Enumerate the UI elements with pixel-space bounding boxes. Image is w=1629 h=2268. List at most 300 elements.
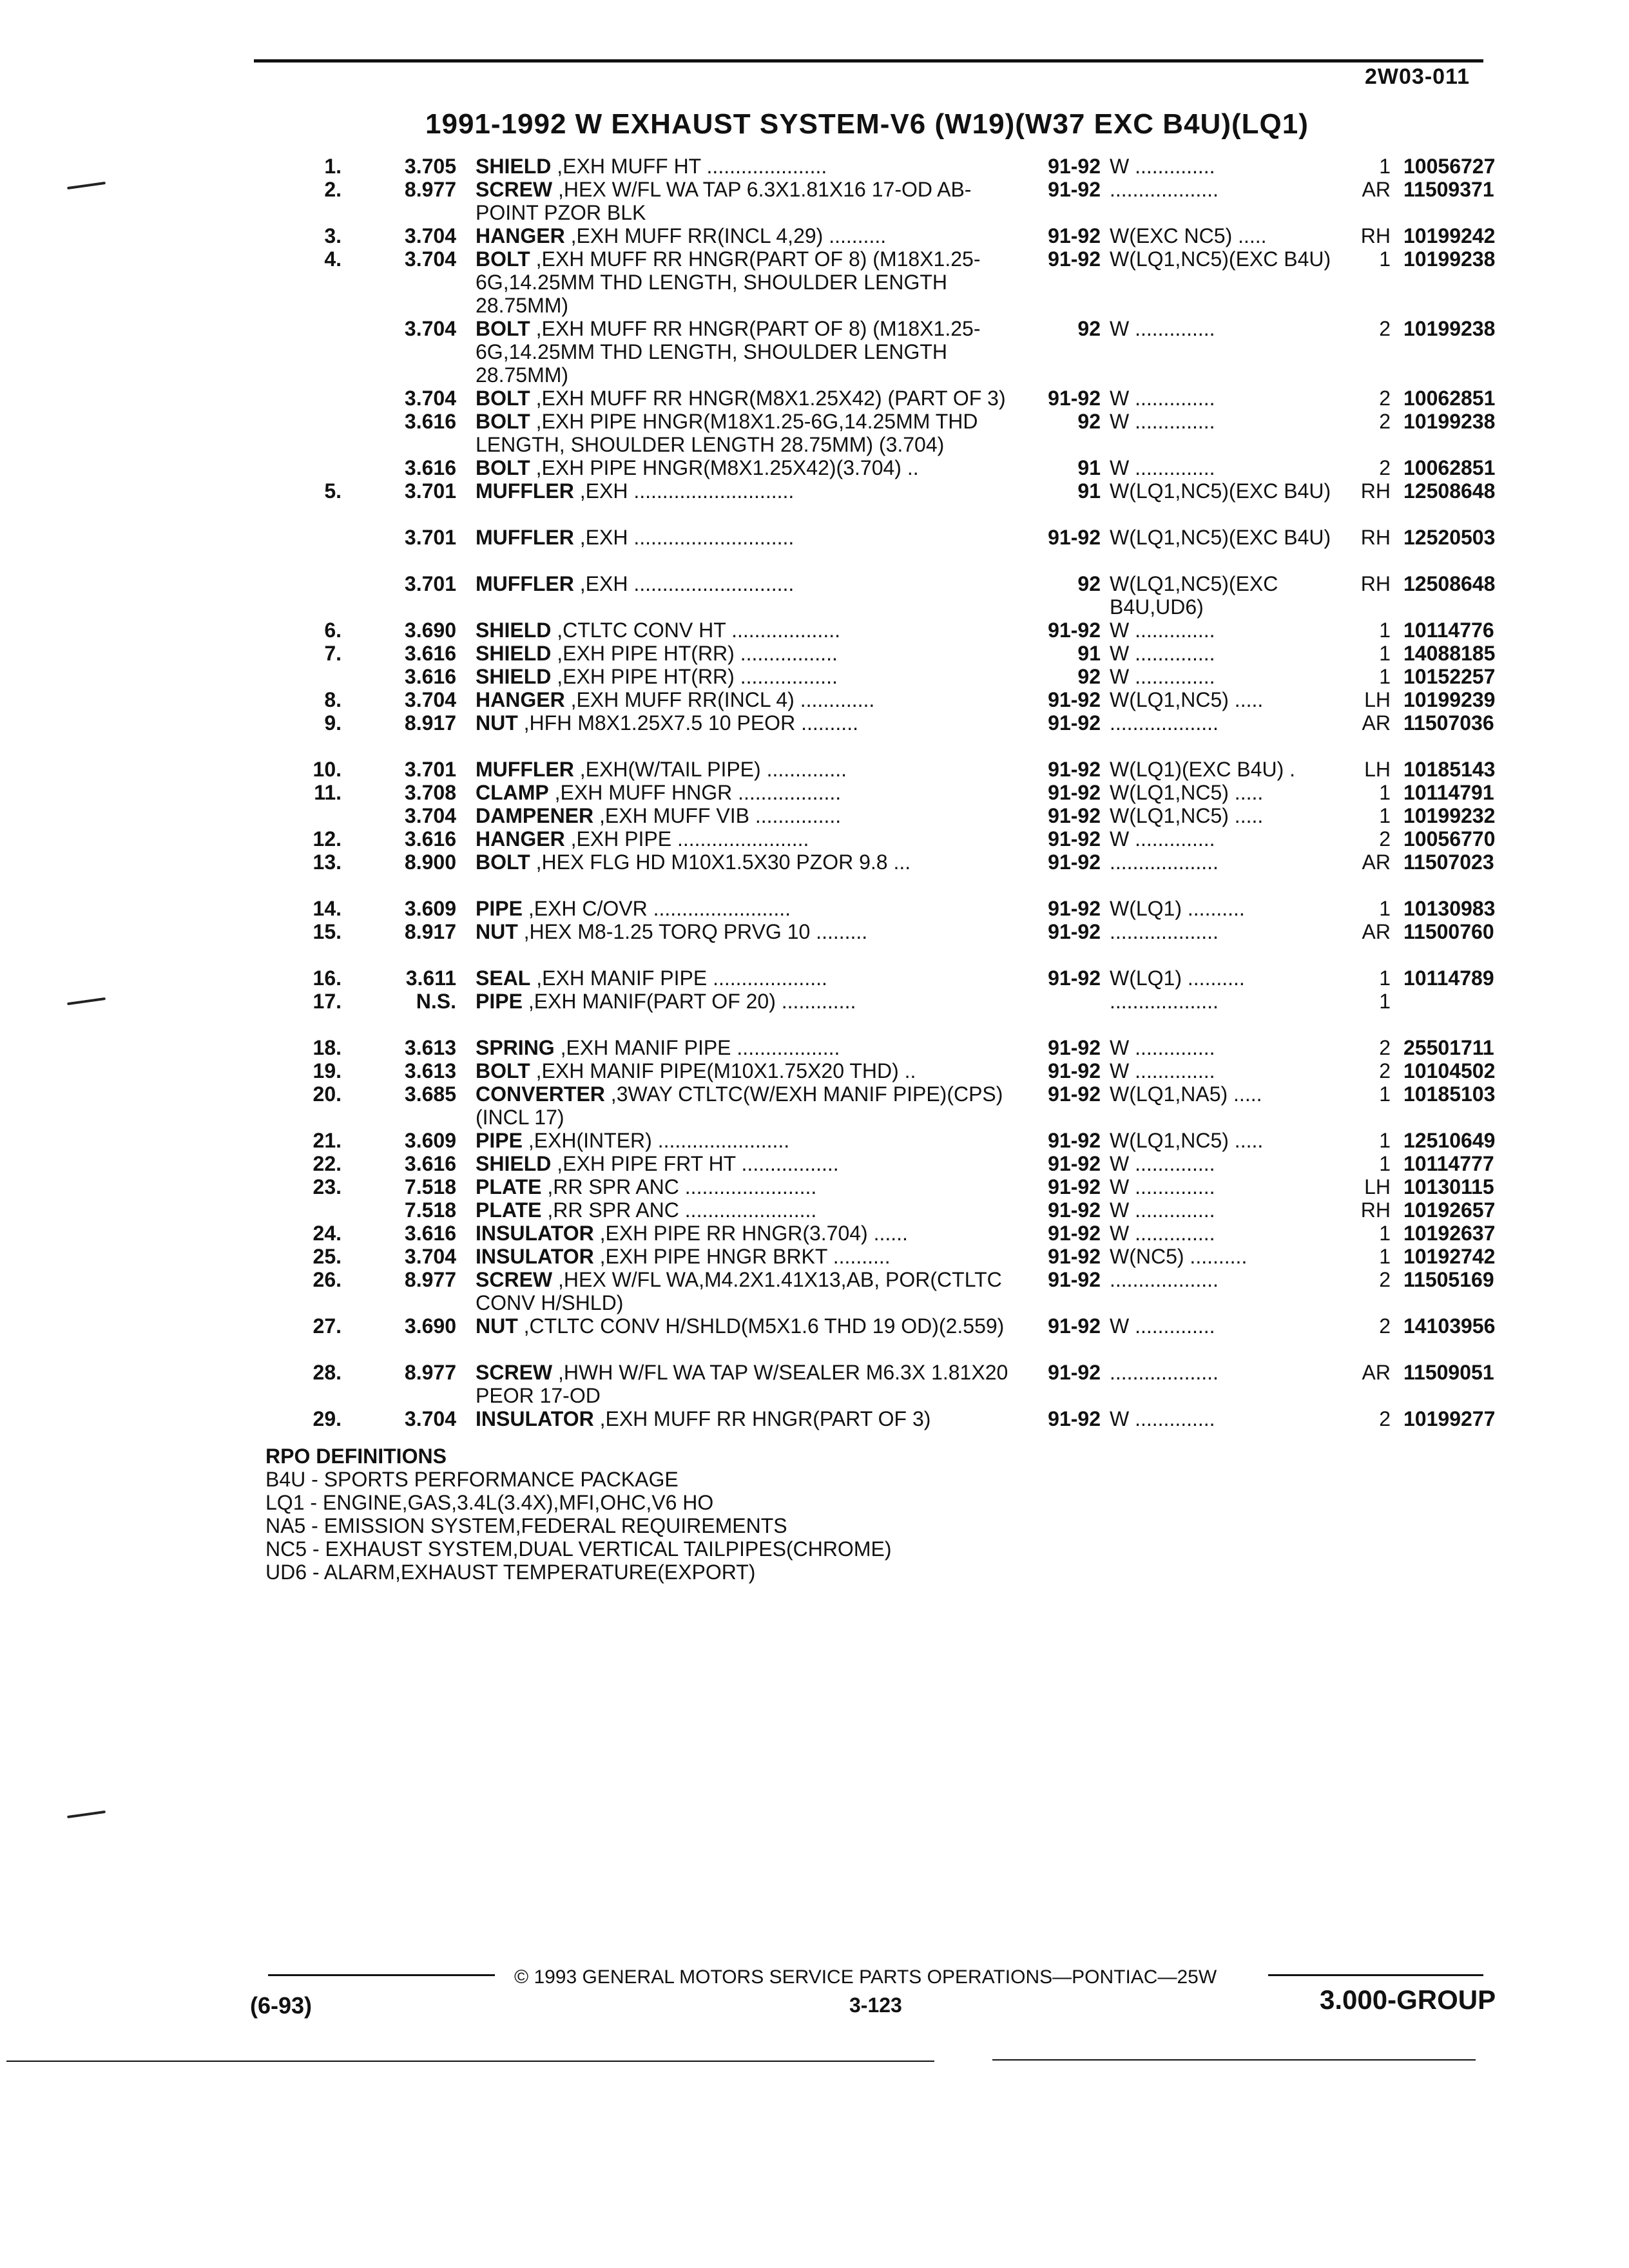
part-description bbox=[476, 572, 1010, 595]
part-detail: ,EXH MUFF HT ..................... bbox=[557, 155, 827, 178]
quantity: 2 bbox=[1379, 827, 1391, 850]
group-number: 3.704 bbox=[404, 804, 456, 827]
usage-code: ................... bbox=[1110, 920, 1219, 943]
table-row bbox=[284, 1268, 1521, 1314]
footer-rule-left bbox=[268, 1974, 495, 1976]
usage-code: W(LQ1,NC5)(EXC B4U) bbox=[1110, 526, 1331, 549]
quantity: LH bbox=[1364, 1175, 1391, 1198]
part-description bbox=[476, 1314, 1010, 1338]
table-row bbox=[284, 920, 1521, 966]
usage-code: W .............. bbox=[1110, 1407, 1215, 1430]
part-detail: ,EXH C/OVR ........................ bbox=[528, 897, 791, 920]
quantity: 1 bbox=[1379, 897, 1391, 920]
part-description bbox=[476, 1407, 1010, 1430]
model-years: 91-92 bbox=[1048, 387, 1101, 410]
table-row bbox=[284, 456, 1521, 479]
part-number: 11507036 bbox=[1403, 711, 1494, 735]
figure-number: 14. bbox=[313, 897, 342, 920]
part-name: MUFFLER bbox=[476, 758, 574, 781]
group-number: 3.685 bbox=[404, 1082, 456, 1106]
table-row bbox=[284, 178, 1521, 224]
table-row bbox=[284, 966, 1521, 990]
part-number: 10056770 bbox=[1403, 827, 1496, 850]
quantity: 2 bbox=[1379, 1059, 1391, 1082]
table-row bbox=[284, 1036, 1521, 1059]
model-years: 91-92 bbox=[1048, 1407, 1101, 1430]
figure-number: 10. bbox=[313, 758, 342, 781]
model-years: 91-92 bbox=[1048, 920, 1101, 943]
usage-code: W(LQ1,NC5) ..... bbox=[1110, 688, 1264, 711]
quantity: 1 bbox=[1379, 1152, 1391, 1175]
group-number: 8.917 bbox=[404, 920, 456, 943]
part-description bbox=[476, 456, 1010, 479]
group-number: 3.690 bbox=[404, 1314, 456, 1338]
usage-code: W .............. bbox=[1110, 642, 1215, 665]
group-number: 3.701 bbox=[404, 526, 456, 549]
part-number: 11509371 bbox=[1403, 178, 1494, 201]
group-number: N.S. bbox=[416, 990, 456, 1013]
copyright-notice: © 1993 GENERAL MOTORS SERVICE PARTS OPERATIONS—PONTIAC—25W bbox=[514, 1966, 1217, 1988]
part-detail: ,EXH MUFF RR HNGR(PART OF 8) (M18X1.25-6G,14.25MM THD LENGTH, SHOULDER LENGTH 28.75MM) bbox=[476, 317, 981, 387]
part-description bbox=[476, 1268, 1010, 1314]
bottom-rule-right bbox=[992, 2059, 1476, 2061]
footer-rule-right bbox=[1268, 1974, 1483, 1976]
bottom-rule-left bbox=[6, 2061, 934, 2062]
usage-code: W(LQ1,NC5) ..... bbox=[1110, 1129, 1264, 1152]
part-detail: ,EXH MUFF RR HNGR(PART OF 3) bbox=[599, 1407, 931, 1430]
quantity: RH bbox=[1360, 224, 1391, 247]
usage-code: W .............. bbox=[1110, 1152, 1215, 1175]
part-detail: ,CTLTC CONV HT ................... bbox=[557, 619, 840, 642]
part-detail: ,HEX W/FL WA TAP 6.3X1.81X16 17-OD AB-POINT PZOR BLK bbox=[476, 178, 972, 224]
part-name: NUT bbox=[476, 711, 518, 735]
part-detail: ,EXH MUFF RR(INCL 4) ............. bbox=[570, 688, 875, 711]
part-name: NUT bbox=[476, 920, 518, 943]
part-number: 10199239 bbox=[1403, 688, 1496, 711]
part-name: PLATE bbox=[476, 1198, 542, 1222]
part-number: 10114776 bbox=[1403, 619, 1494, 642]
part-number: 11505169 bbox=[1403, 1268, 1494, 1291]
model-years: 92 bbox=[1077, 665, 1101, 688]
usage-code: W .............. bbox=[1110, 665, 1215, 688]
model-years: 91 bbox=[1077, 456, 1101, 479]
part-name: MUFFLER bbox=[476, 526, 574, 549]
rpo-item: B4U - SPORTS PERFORMANCE PACKAGE bbox=[265, 1468, 679, 1491]
part-description bbox=[476, 1129, 1010, 1152]
part-number: 10192657 bbox=[1403, 1198, 1496, 1222]
part-description bbox=[476, 850, 1010, 874]
group-number: 3.704 bbox=[404, 1407, 456, 1430]
quantity: LH bbox=[1364, 688, 1391, 711]
figure-number: 23. bbox=[313, 1175, 342, 1198]
figure-number: 16. bbox=[313, 966, 342, 990]
group-number: 3.704 bbox=[404, 224, 456, 247]
part-name: PLATE bbox=[476, 1175, 542, 1198]
part-detail: ,EXH MANIF(PART OF 20) ............. bbox=[528, 990, 856, 1013]
part-number: 10104502 bbox=[1403, 1059, 1496, 1082]
usage-code: W(NC5) .......... bbox=[1110, 1245, 1248, 1268]
part-description bbox=[476, 897, 1010, 920]
quantity: RH bbox=[1360, 572, 1391, 595]
figure-number: 2. bbox=[324, 178, 342, 201]
quantity: 2 bbox=[1379, 1268, 1391, 1291]
model-years: 91-92 bbox=[1048, 1314, 1101, 1338]
table-row bbox=[284, 1082, 1521, 1129]
table-row bbox=[284, 1245, 1521, 1268]
quantity: RH bbox=[1360, 479, 1391, 503]
model-years: 91-92 bbox=[1048, 1129, 1101, 1152]
part-number: 10114791 bbox=[1403, 781, 1494, 804]
group-number: 3.704 bbox=[404, 387, 456, 410]
quantity: 1 bbox=[1379, 642, 1391, 665]
group-number: 8.977 bbox=[404, 1268, 456, 1291]
part-detail: ,EXH MUFF RR HNGR(M8X1.25X42) (PART OF 3) bbox=[535, 387, 1006, 410]
group-number: 3.613 bbox=[404, 1036, 456, 1059]
part-number: 10199238 bbox=[1403, 247, 1496, 271]
quantity: 1 bbox=[1379, 1222, 1391, 1245]
part-number: 10062851 bbox=[1403, 387, 1496, 410]
model-years: 91-92 bbox=[1048, 1152, 1101, 1175]
part-name: BOLT bbox=[476, 317, 530, 340]
binder-hole-mark bbox=[67, 997, 106, 1005]
part-name: NUT bbox=[476, 1314, 518, 1338]
model-years: 91-92 bbox=[1048, 711, 1101, 735]
part-detail: ,EXH PIPE HT(RR) ................. bbox=[557, 665, 838, 688]
figure-number: 22. bbox=[313, 1152, 342, 1175]
group-number: 3.616 bbox=[404, 456, 456, 479]
model-years: 91-92 bbox=[1048, 688, 1101, 711]
figure-number: 11. bbox=[314, 781, 342, 804]
model-years: 92 bbox=[1077, 572, 1101, 595]
part-description bbox=[476, 410, 1010, 456]
model-years: 91-92 bbox=[1048, 966, 1101, 990]
rpo-definitions bbox=[265, 1445, 891, 1584]
part-detail: ,EXH ............................ bbox=[579, 572, 795, 595]
figure-number: 1. bbox=[324, 155, 342, 178]
part-name: SHIELD bbox=[476, 665, 552, 688]
group-number: 3.708 bbox=[404, 781, 456, 804]
usage-code: W .............. bbox=[1110, 1059, 1215, 1082]
part-detail: ,EXH MANIF PIPE .................... bbox=[536, 966, 827, 990]
part-detail: ,HEX FLG HD M10X1.5X30 PZOR 9.8 ... bbox=[535, 850, 911, 874]
part-description bbox=[476, 1245, 1010, 1268]
table-row bbox=[284, 827, 1521, 850]
part-description bbox=[476, 1361, 1010, 1407]
group-number: 3.704 bbox=[404, 1245, 456, 1268]
quantity: AR bbox=[1362, 920, 1391, 943]
table-row bbox=[284, 804, 1521, 827]
part-number: 10130983 bbox=[1403, 897, 1496, 920]
table-row bbox=[284, 1361, 1521, 1407]
model-years: 91-92 bbox=[1048, 1175, 1101, 1198]
part-number: 12508648 bbox=[1403, 572, 1496, 595]
usage-code: ................... bbox=[1110, 1361, 1219, 1384]
figure-number: 27. bbox=[313, 1314, 342, 1338]
table-row bbox=[284, 1314, 1521, 1361]
group-number: 3.616 bbox=[404, 665, 456, 688]
part-name: SHIELD bbox=[476, 1152, 552, 1175]
quantity: 1 bbox=[1379, 966, 1391, 990]
figure-number: 19. bbox=[313, 1059, 342, 1082]
quantity: 1 bbox=[1379, 155, 1391, 178]
model-years: 91-92 bbox=[1048, 1059, 1101, 1082]
model-years: 91-92 bbox=[1048, 781, 1101, 804]
part-name: MUFFLER bbox=[476, 572, 574, 595]
group-number: 8.917 bbox=[404, 711, 456, 735]
part-name: SCREW bbox=[476, 178, 553, 201]
quantity: 1 bbox=[1379, 804, 1391, 827]
part-number: 10152257 bbox=[1403, 665, 1496, 688]
model-years: 91-92 bbox=[1048, 178, 1101, 201]
quantity: 1 bbox=[1379, 1245, 1391, 1268]
quantity: AR bbox=[1362, 850, 1391, 874]
model-years: 91-92 bbox=[1048, 827, 1101, 850]
part-number: 10130115 bbox=[1403, 1175, 1494, 1198]
quantity: LH bbox=[1364, 758, 1391, 781]
part-name: BOLT bbox=[476, 850, 530, 874]
part-detail: ,EXH MUFF VIB ............... bbox=[599, 804, 842, 827]
part-description bbox=[476, 247, 1010, 317]
part-name: HANGER bbox=[476, 827, 565, 850]
table-row bbox=[284, 224, 1521, 247]
rpo-heading: RPO DEFINITIONS bbox=[265, 1445, 447, 1468]
part-name: PIPE bbox=[476, 897, 523, 920]
group-number: 3.704 bbox=[404, 317, 456, 340]
part-name: INSULATOR bbox=[476, 1407, 594, 1430]
model-years: 91-92 bbox=[1048, 224, 1101, 247]
table-row bbox=[284, 619, 1521, 642]
table-row bbox=[284, 387, 1521, 410]
model-years: 91-92 bbox=[1048, 1082, 1101, 1106]
part-number: 25501711 bbox=[1403, 1036, 1494, 1059]
figure-number: 9. bbox=[324, 711, 342, 735]
usage-code: W .............. bbox=[1110, 827, 1215, 850]
figure-number: 8. bbox=[324, 688, 342, 711]
quantity: 2 bbox=[1379, 410, 1391, 433]
model-years: 91-92 bbox=[1048, 526, 1101, 549]
binder-hole-mark bbox=[67, 1811, 106, 1818]
group-number: 8.977 bbox=[404, 1361, 456, 1384]
rpo-item: LQ1 - ENGINE,GAS,3.4L(3.4X),MFI,OHC,V6 HO bbox=[265, 1491, 714, 1514]
part-name: PIPE bbox=[476, 1129, 523, 1152]
usage-code: W .............. bbox=[1110, 1314, 1215, 1338]
part-name: BOLT bbox=[476, 410, 530, 433]
usage-code: W .............. bbox=[1110, 410, 1215, 433]
quantity: 2 bbox=[1379, 456, 1391, 479]
quantity: RH bbox=[1360, 526, 1391, 549]
usage-code: ................... bbox=[1110, 711, 1219, 735]
part-number: 10114777 bbox=[1403, 1152, 1494, 1175]
group-number: 3.705 bbox=[404, 155, 456, 178]
part-description bbox=[476, 920, 1010, 943]
revision-date: (6-93) bbox=[250, 1992, 313, 2019]
usage-code: W(LQ1,NC5) ..... bbox=[1110, 804, 1264, 827]
quantity: 2 bbox=[1379, 1407, 1391, 1430]
part-name: BOLT bbox=[476, 1059, 530, 1082]
model-years: 91 bbox=[1077, 642, 1101, 665]
group-number: 3.701 bbox=[404, 758, 456, 781]
model-years: 91-92 bbox=[1048, 247, 1101, 271]
part-detail: ,HWH W/FL WA TAP W/SEALER M6.3X 1.81X20 PEOR 17-OD bbox=[476, 1361, 1008, 1407]
usage-code: W .............. bbox=[1110, 1222, 1215, 1245]
usage-code: W(LQ1,NC5)(EXC B4U) bbox=[1110, 479, 1331, 503]
part-name: SEAL bbox=[476, 966, 531, 990]
usage-code: W(LQ1,NC5)(EXC B4U,UD6) bbox=[1110, 572, 1278, 619]
part-number: 10114789 bbox=[1403, 966, 1494, 990]
part-detail: ,HFH M8X1.25X7.5 10 PEOR .......... bbox=[523, 711, 858, 735]
table-row bbox=[284, 526, 1521, 572]
part-number: 11500760 bbox=[1403, 920, 1494, 943]
part-detail: ,HEX W/FL WA,M4.2X1.41X13,AB, POR(CTLTC CONV H/SHLD) bbox=[476, 1268, 1002, 1314]
group-number: 3.616 bbox=[404, 1152, 456, 1175]
model-years: 91-92 bbox=[1048, 619, 1101, 642]
part-description bbox=[476, 1082, 1010, 1129]
usage-code: W(LQ1,NC5) ..... bbox=[1110, 781, 1264, 804]
part-number: 11509051 bbox=[1403, 1361, 1494, 1384]
part-description bbox=[476, 479, 1010, 503]
model-years: 91-92 bbox=[1048, 897, 1101, 920]
quantity: 2 bbox=[1379, 1314, 1391, 1338]
top-rule bbox=[254, 59, 1483, 62]
group-number: 3.613 bbox=[404, 1059, 456, 1082]
usage-code: W(LQ1,NA5) ..... bbox=[1110, 1082, 1262, 1106]
quantity: 2 bbox=[1379, 1036, 1391, 1059]
usage-code: W .............. bbox=[1110, 155, 1215, 178]
table-row bbox=[284, 155, 1521, 178]
figure-number: 29. bbox=[313, 1407, 342, 1430]
table-row bbox=[284, 1175, 1521, 1198]
part-name: PIPE bbox=[476, 990, 523, 1013]
part-name: SHIELD bbox=[476, 642, 552, 665]
model-years: 91-92 bbox=[1048, 1222, 1101, 1245]
model-years: 92 bbox=[1077, 317, 1101, 340]
usage-code: W(LQ1) .......... bbox=[1110, 897, 1245, 920]
usage-code: W(LQ1) .......... bbox=[1110, 966, 1245, 990]
figure-number: 17. bbox=[313, 990, 342, 1013]
table-row bbox=[284, 1222, 1521, 1245]
table-row bbox=[284, 1129, 1521, 1152]
part-description bbox=[476, 1198, 1010, 1222]
table-row bbox=[284, 1152, 1521, 1175]
part-detail: ,EXH PIPE HNGR(M8X1.25X42)(3.704) .. bbox=[535, 456, 919, 479]
quantity: RH bbox=[1360, 1198, 1391, 1222]
part-number: 10199238 bbox=[1403, 410, 1496, 433]
figure-number: 3. bbox=[324, 224, 342, 247]
table-row bbox=[284, 990, 1521, 1036]
figure-number: 28. bbox=[313, 1361, 342, 1384]
table-row bbox=[284, 1198, 1521, 1222]
figure-number: 26. bbox=[313, 1268, 342, 1291]
part-description bbox=[476, 665, 1010, 688]
usage-code: W .............. bbox=[1110, 317, 1215, 340]
figure-number: 18. bbox=[313, 1036, 342, 1059]
quantity: 1 bbox=[1379, 990, 1391, 1013]
part-description bbox=[476, 966, 1010, 990]
usage-code: W .............. bbox=[1110, 1198, 1215, 1222]
part-detail: ,EXH PIPE HNGR(M18X1.25-6G,14.25MM THD LENGTH, SHOULDER LENGTH 28.75MM) (3.704) bbox=[476, 410, 978, 456]
quantity: 1 bbox=[1379, 1129, 1391, 1152]
table-row bbox=[284, 1407, 1521, 1430]
usage-code: W .............. bbox=[1110, 387, 1215, 410]
part-name: SPRING bbox=[476, 1036, 555, 1059]
group-number: 3.611 bbox=[405, 966, 456, 990]
part-number: 10192637 bbox=[1403, 1222, 1496, 1245]
model-years: 91-92 bbox=[1048, 804, 1101, 827]
part-description bbox=[476, 526, 1010, 549]
part-number: 12508648 bbox=[1403, 479, 1496, 503]
model-years: 91-92 bbox=[1048, 758, 1101, 781]
group-label: 3.000-GROUP bbox=[1320, 1984, 1496, 2015]
group-number: 3.690 bbox=[404, 619, 456, 642]
part-description bbox=[476, 1036, 1010, 1059]
figure-number: 15. bbox=[313, 920, 342, 943]
group-number: 3.616 bbox=[404, 642, 456, 665]
part-detail: ,EXH(INTER) ....................... bbox=[528, 1129, 790, 1152]
part-name: HANGER bbox=[476, 224, 565, 247]
part-description bbox=[476, 990, 1010, 1013]
group-number: 7.518 bbox=[404, 1175, 456, 1198]
part-detail: ,EXH MUFF RR HNGR(PART OF 8) (M18X1.25-6G,14.25MM THD LENGTH, SHOULDER LENGTH 28.75MM) bbox=[476, 247, 981, 317]
part-detail: ,EXH PIPE ....................... bbox=[570, 827, 809, 850]
part-description bbox=[476, 1222, 1010, 1245]
quantity: 2 bbox=[1379, 317, 1391, 340]
part-detail: ,EXH PIPE HNGR BRKT .......... bbox=[599, 1245, 891, 1268]
part-name: INSULATOR bbox=[476, 1222, 594, 1245]
quantity: 1 bbox=[1379, 247, 1391, 271]
table-row bbox=[284, 758, 1521, 781]
part-number: 10185103 bbox=[1403, 1082, 1496, 1106]
page-number: 3-123 bbox=[849, 1994, 902, 2017]
table-row bbox=[284, 711, 1521, 758]
quantity: AR bbox=[1362, 711, 1391, 735]
table-row bbox=[284, 479, 1521, 526]
part-number: 10199238 bbox=[1403, 317, 1496, 340]
model-years: 91-92 bbox=[1048, 1268, 1101, 1291]
part-name: SCREW bbox=[476, 1361, 553, 1384]
part-detail: ,3WAY CTLTC(W/EXH MANIF PIPE)(CPS)(INCL 17) bbox=[476, 1082, 1003, 1129]
part-number: 10185143 bbox=[1403, 758, 1496, 781]
part-number: 10192742 bbox=[1403, 1245, 1496, 1268]
table-row bbox=[284, 317, 1521, 387]
part-number: 11507023 bbox=[1403, 850, 1494, 874]
binder-hole-mark bbox=[67, 182, 106, 189]
model-years: 92 bbox=[1077, 410, 1101, 433]
group-number: 3.609 bbox=[404, 897, 456, 920]
usage-code: W .............. bbox=[1110, 1175, 1215, 1198]
part-number: 14103956 bbox=[1403, 1314, 1496, 1338]
part-description bbox=[476, 1152, 1010, 1175]
part-name: DAMPENER bbox=[476, 804, 594, 827]
part-description bbox=[476, 387, 1010, 410]
part-description bbox=[476, 642, 1010, 665]
group-number: 3.701 bbox=[404, 479, 456, 503]
part-detail: ,RR SPR ANC ....................... bbox=[547, 1198, 817, 1222]
part-description bbox=[476, 804, 1010, 827]
part-name: INSULATOR bbox=[476, 1245, 594, 1268]
group-number: 3.701 bbox=[404, 572, 456, 595]
rpo-item: NA5 - EMISSION SYSTEM,FEDERAL REQUIREMENTS bbox=[265, 1514, 787, 1537]
part-description bbox=[476, 1059, 1010, 1082]
figure-number: 13. bbox=[313, 850, 342, 874]
part-name: BOLT bbox=[476, 456, 530, 479]
group-number: 3.704 bbox=[404, 247, 456, 271]
usage-code: W .............. bbox=[1110, 619, 1215, 642]
usage-code: W(EXC NC5) ..... bbox=[1110, 224, 1267, 247]
table-row bbox=[284, 781, 1521, 804]
model-years: 91 bbox=[1077, 479, 1101, 503]
part-description bbox=[476, 758, 1010, 781]
part-detail: ,EXH PIPE RR HNGR(3.704) ...... bbox=[599, 1222, 908, 1245]
